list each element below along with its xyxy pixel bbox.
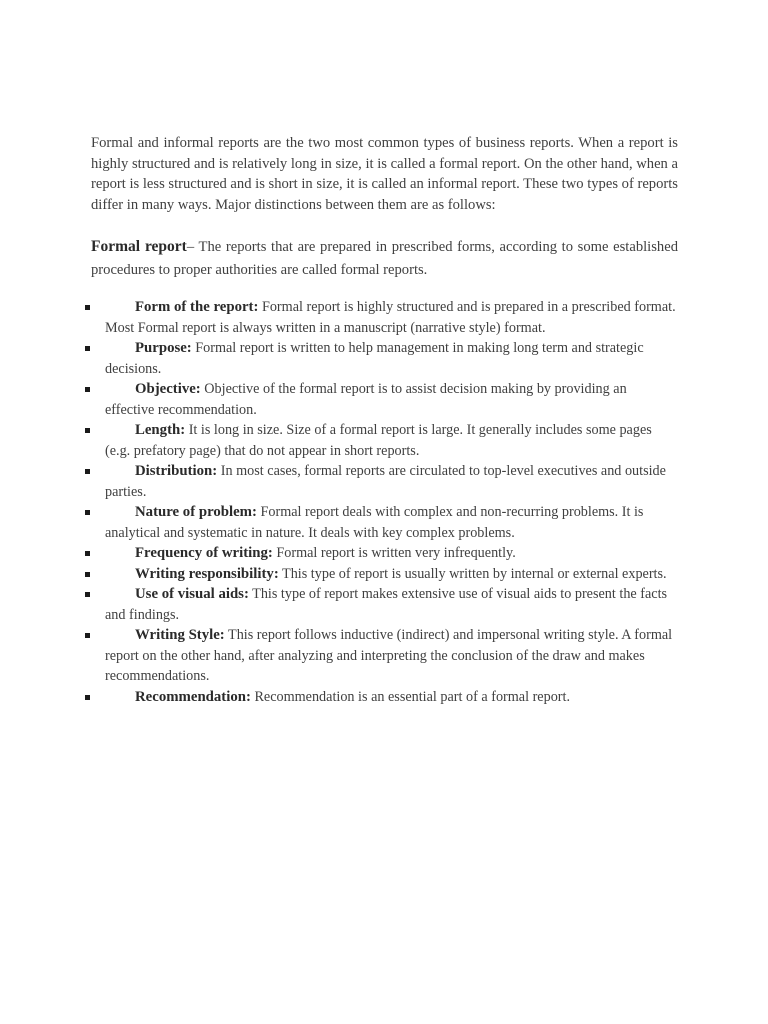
definition-term: Formal report [91, 238, 187, 255]
definition-dash: – [186, 239, 195, 255]
list-item [0, 564, 768, 585]
item-text: Formal report deals with complex and non-recurring problems. It is analytical and systematic in nature. It deals with key complex problems. [105, 504, 644, 541]
square-bullet-icon [85, 551, 90, 556]
item-text: In most cases, formal reports are circulated to top-level executives and outside parties. [105, 463, 666, 500]
square-bullet-icon [85, 695, 90, 700]
item-label: Writing Style: [135, 627, 225, 643]
item-label: Objective: [135, 381, 201, 397]
item-text: This report follows inductive (indirect) and impersonal writing style. A formal report on the other hand, after analyzing and interpreting the conclusion of the draw and makes recommendations. [105, 627, 673, 684]
item-text: Recommendation is an essential part of a formal report. [250, 688, 571, 705]
item-label: Purpose: [135, 340, 192, 356]
item-text: Formal report is written very infrequently. [272, 545, 516, 561]
list-item [0, 461, 768, 502]
item-label: Nature of problem: [135, 504, 257, 520]
square-bullet-icon [85, 346, 90, 351]
item-text: This type of report makes extensive use of visual aids to present the facts and findings. [105, 586, 668, 623]
item-label: Length: [135, 422, 186, 438]
square-bullet-icon [85, 305, 90, 310]
formal-report-features-list [0, 297, 768, 707]
list-item [0, 625, 768, 687]
item-label: Use of visual aids: [135, 586, 249, 602]
list-item [0, 543, 768, 564]
item-text: It is long in size. Size of a formal report is large. It generally includes some pages (e.g. prefatory page) that do not appear in short reports. [105, 422, 652, 459]
item-label: Writing responsibility: [135, 565, 279, 582]
square-bullet-icon [85, 633, 90, 638]
square-bullet-icon [85, 387, 90, 392]
formal-report-definition [91, 235, 678, 282]
list-item [0, 379, 768, 420]
list-item [0, 297, 768, 338]
item-label: Form of the report: [135, 299, 259, 315]
list-item [0, 687, 768, 708]
list-item [0, 584, 768, 625]
square-bullet-icon [85, 469, 90, 474]
item-label: Recommendation: [135, 688, 251, 705]
list-item [0, 420, 768, 461]
definition-text: The reports that are prepared in prescribed forms, according to some established procedures to proper authorities are called formal reports. [91, 239, 678, 278]
square-bullet-icon [85, 592, 90, 597]
list-item [0, 502, 768, 543]
item-label: Frequency of writing: [135, 545, 273, 561]
item-text: This type of report is usually written by internal or external experts. [278, 565, 667, 582]
item-label: Distribution: [135, 463, 218, 479]
list-item [0, 338, 768, 379]
intro-paragraph: Formal and informal reports are the two most common types of business reports. When a report is highly structured and is relatively long in size, it is called a formal report. On the other hand, when a report is less structured and is short in size, it is called an informal report. These two types of reports differ in many ways. Major distinctions between them are as follows: [91, 135, 678, 213]
item-text: Objective of the formal report is to assist decision making by providing an effective recommendation. [105, 381, 627, 418]
item-text: Formal report is highly structured and is prepared in a prescribed format. Most Formal report is always written in a manuscript (narrative style) format. [105, 299, 676, 336]
square-bullet-icon [85, 572, 90, 577]
square-bullet-icon [85, 428, 90, 433]
item-text: Formal report is written to help management in making long term and strategic decisions. [105, 340, 644, 377]
square-bullet-icon [85, 510, 90, 515]
